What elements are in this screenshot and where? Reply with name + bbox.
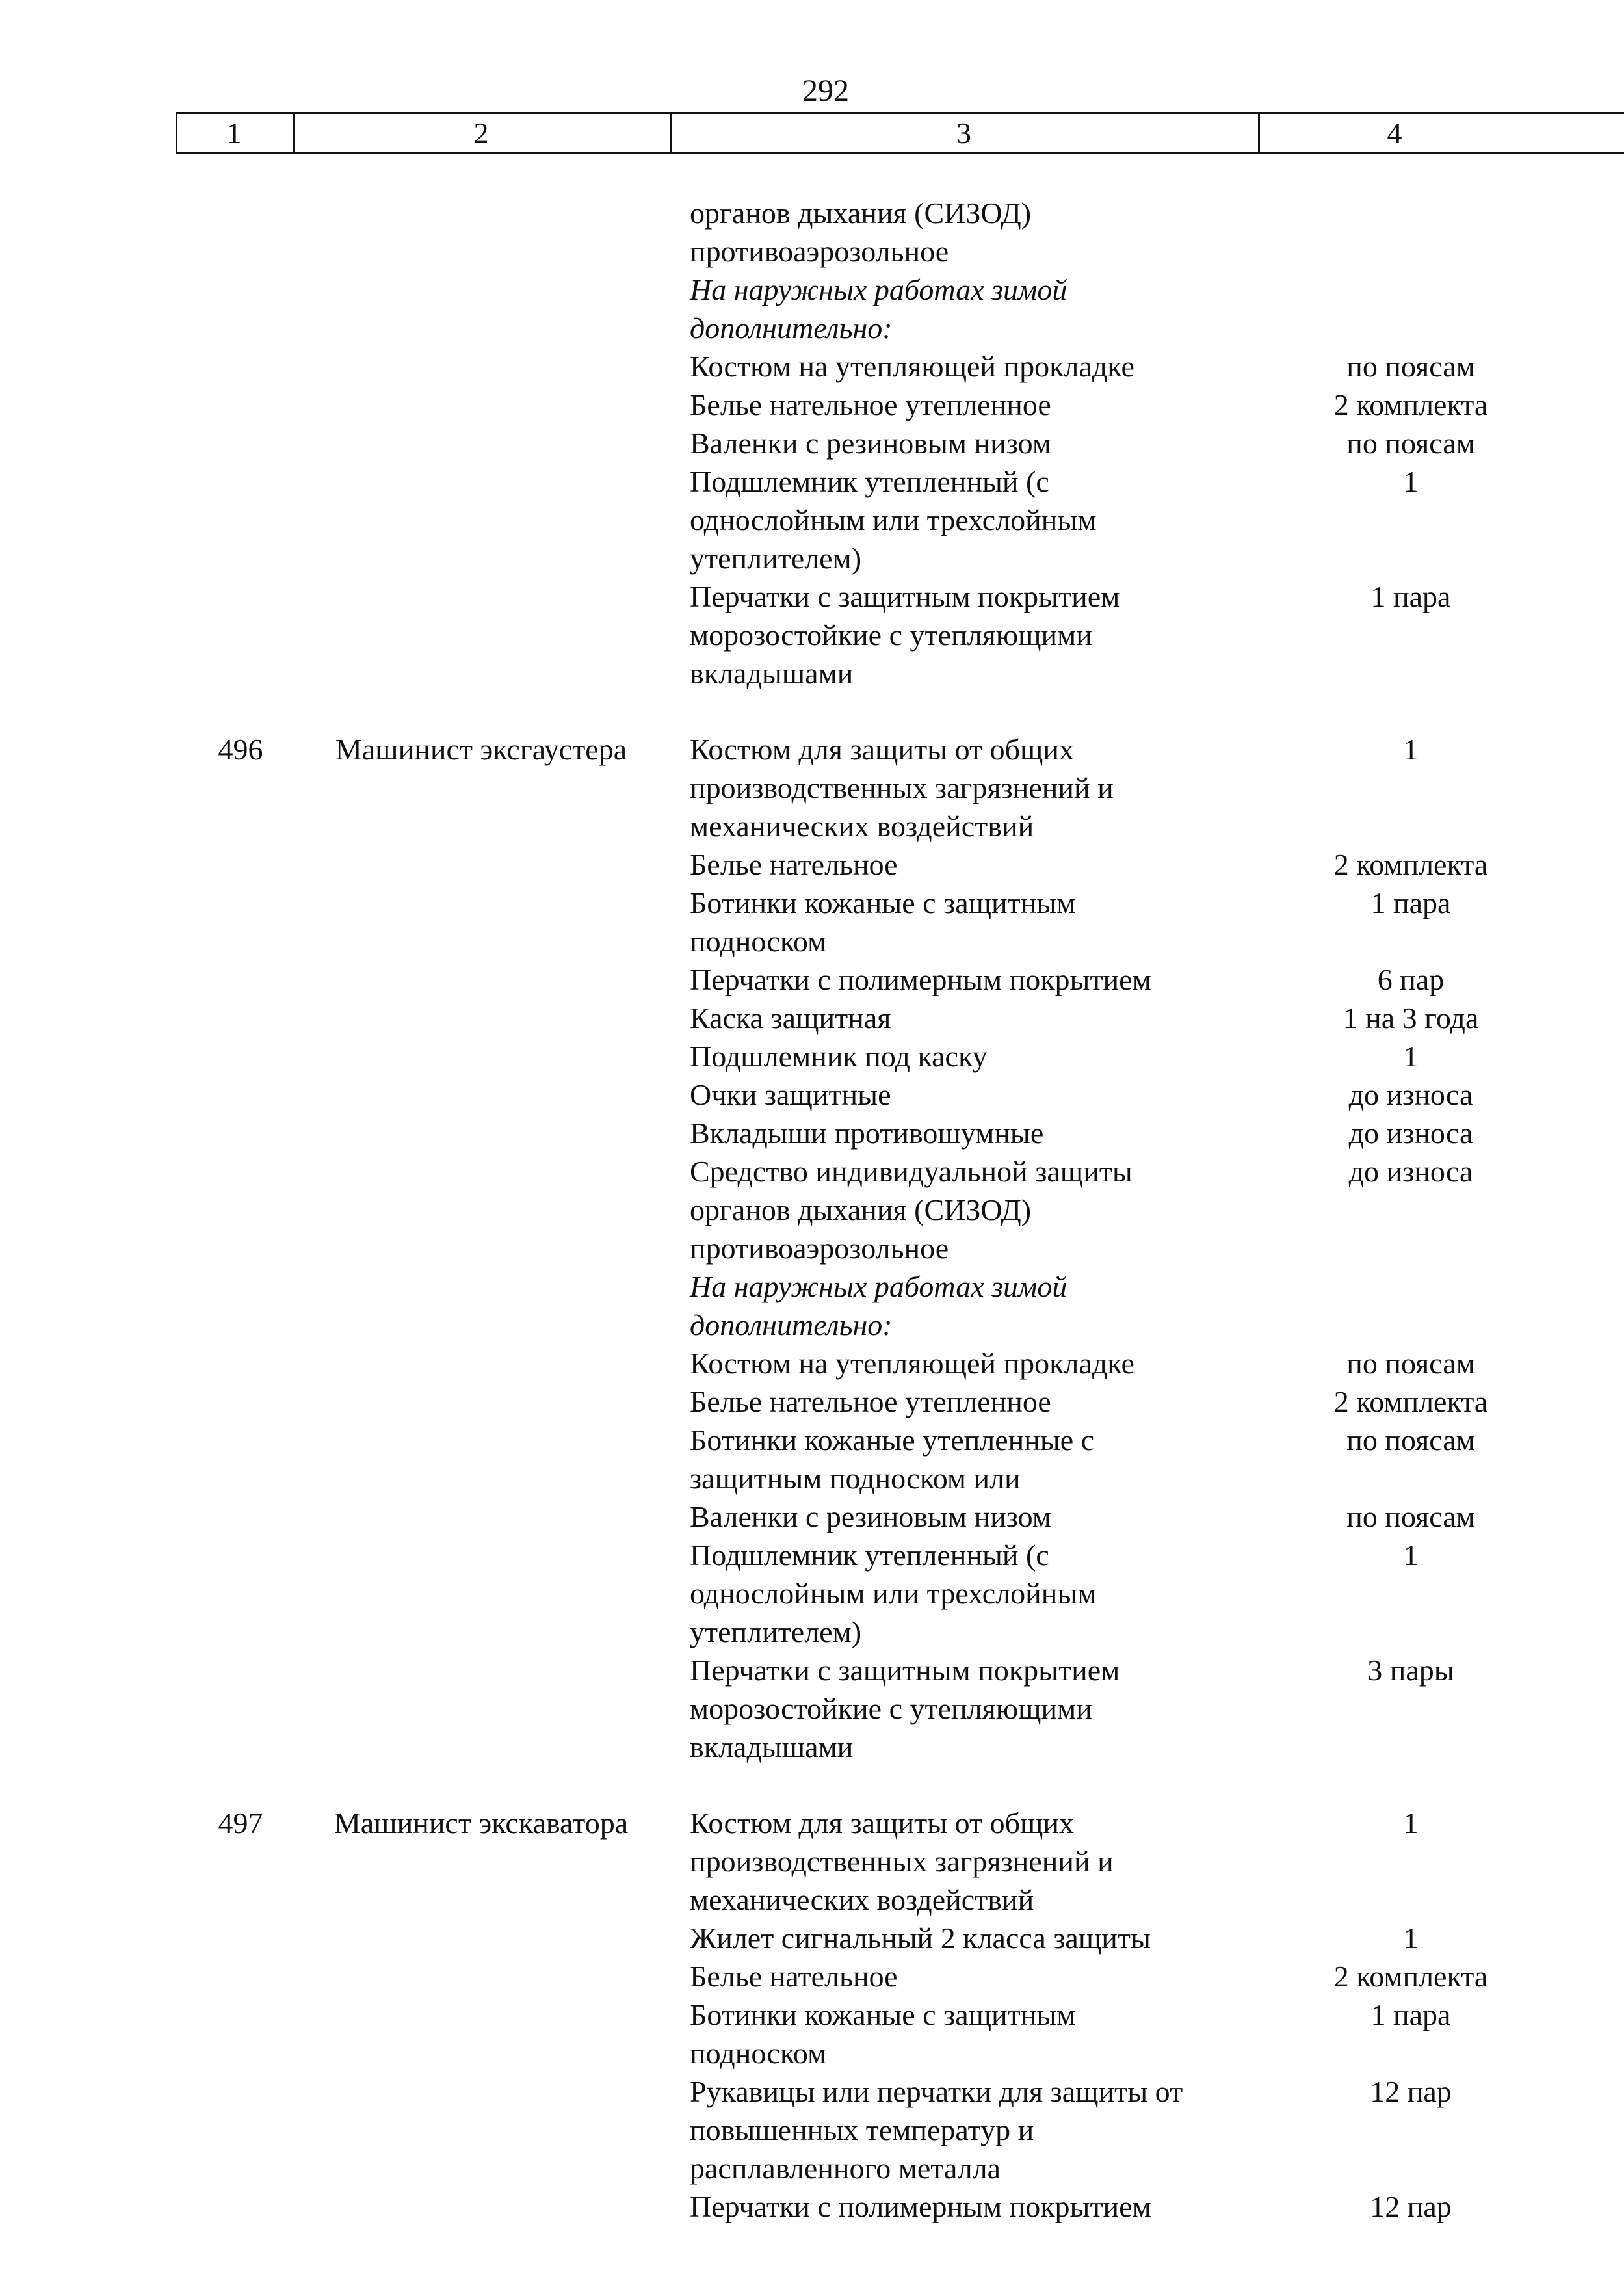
ppe-item-line: однослойным или трехслойным: [690, 503, 1097, 536]
ppe-item-line: Костюм для защиты от общих: [690, 1806, 1075, 1840]
ppe-quantity: 1 пара: [1370, 886, 1451, 919]
ppe-item-line: Очки защитные: [690, 1078, 891, 1111]
ppe-quantity: 1 пара: [1370, 580, 1451, 613]
ppe-item-line: противоаэрозольное: [690, 1232, 949, 1265]
ppe-quantity: по поясам: [1346, 427, 1475, 460]
section-note: дополнительно:: [690, 1308, 893, 1341]
column-header-2: 2: [473, 116, 489, 150]
ppe-item-line: Рукавицы или перчатки для защиты от: [690, 2075, 1183, 2108]
ppe-quantity: 1: [1403, 1538, 1419, 1572]
ppe-item-line: органов дыхания (СИЗОД): [690, 1193, 1032, 1226]
row-number: 496: [218, 733, 263, 766]
ppe-quantity: 3 пары: [1367, 1654, 1454, 1687]
column-header-3: 3: [956, 116, 971, 150]
ppe-item-line: Костюм на утепляющей прокладке: [690, 1347, 1134, 1380]
ppe-item-line: защитным подноском или: [690, 1462, 1021, 1495]
ppe-quantity: 1: [1403, 1921, 1419, 1955]
ppe-item-line: Ботинки кожаные утепленные с: [690, 1423, 1095, 1457]
ppe-quantity: до износа: [1348, 1155, 1473, 1188]
ppe-quantity: 1: [1403, 733, 1419, 766]
ppe-item-line: органов дыхания (СИЗОД): [690, 196, 1032, 230]
ppe-item-line: Белье нательное утепленное: [690, 388, 1051, 421]
ppe-item-line: механических воздействий: [690, 1883, 1034, 1916]
ppe-item-line: расплавленного металла: [690, 2152, 1001, 2185]
ppe-quantity: 2 комплекта: [1333, 388, 1488, 421]
row-number: 497: [218, 1806, 263, 1840]
ppe-item-line: Вкладыши противошумные: [690, 1116, 1044, 1150]
ppe-quantity: 6 пар: [1377, 963, 1445, 996]
ppe-item-line: производственных загрязнений и: [690, 1845, 1114, 1878]
column-header-4: 4: [1387, 116, 1402, 150]
ppe-item-line: Перчатки с защитным покрытием: [690, 580, 1120, 613]
ppe-quantity: 1: [1403, 1040, 1419, 1073]
profession-name: Машинист экскаватора: [334, 1806, 629, 1840]
ppe-item-line: производственных загрязнений и: [690, 771, 1114, 804]
ppe-quantity: до износа: [1348, 1078, 1473, 1111]
ppe-item-line: механических воздействий: [690, 810, 1034, 843]
ppe-item-line: вкладышами: [690, 1730, 854, 1763]
ppe-quantity: 1: [1403, 1806, 1419, 1840]
ppe-quantity: 2 комплекта: [1333, 848, 1488, 881]
ppe-item-line: Валенки с резиновым низом: [690, 1500, 1051, 1533]
ppe-quantity: по поясам: [1346, 1500, 1475, 1533]
ppe-item-line: Костюм для защиты от общих: [690, 733, 1075, 766]
ppe-item-line: подноском: [690, 2037, 827, 2070]
ppe-item-line: морозостойкие с утепляющими: [690, 1692, 1092, 1725]
ppe-quantity: до износа: [1348, 1116, 1473, 1150]
ppe-item-line: Перчатки с полимерным покрытием: [690, 2190, 1151, 2223]
ppe-item-line: Ботинки кожаные с защитным: [690, 886, 1076, 919]
ppe-item-line: Подшлемник под каску: [690, 1040, 988, 1073]
ppe-item-line: однослойным или трехслойным: [690, 1577, 1097, 1610]
ppe-item-line: утеплителем): [690, 542, 862, 575]
column-header-1: 1: [226, 116, 242, 150]
ppe-item-line: Перчатки с защитным покрытием: [690, 1654, 1120, 1687]
page-number: 292: [802, 73, 849, 108]
ppe-quantity: 12 пар: [1370, 2190, 1452, 2223]
ppe-item-line: Белье нательное: [690, 848, 898, 881]
ppe-item-line: Каска защитная: [690, 1001, 891, 1035]
ppe-item-line: Ботинки кожаные с защитным: [690, 1998, 1076, 2031]
ppe-quantity: 2 комплекта: [1333, 1960, 1488, 1993]
ppe-item-line: вкладышами: [690, 657, 854, 690]
ppe-item-line: утеплителем): [690, 1615, 862, 1648]
section-note: На наружных работах зимой: [690, 1270, 1067, 1303]
ppe-item-line: Перчатки с полимерным покрытием: [690, 963, 1151, 996]
section-note: дополнительно:: [690, 311, 893, 345]
ppe-item-line: Белье нательное утепленное: [690, 1385, 1051, 1418]
ppe-item-line: Жилет сигнальный 2 класса защиты: [690, 1921, 1151, 1955]
ppe-quantity: по поясам: [1346, 350, 1475, 383]
section-note: На наружных работах зимой: [690, 273, 1067, 306]
ppe-quantity: по поясам: [1346, 1423, 1475, 1457]
ppe-item-line: Валенки с резиновым низом: [690, 427, 1051, 460]
profession-name: Машинист эксгаустера: [335, 733, 627, 766]
ppe-item-line: Средство индивидуальной защиты: [690, 1155, 1133, 1188]
ppe-item-line: подноском: [690, 925, 827, 958]
ppe-item-line: Белье нательное: [690, 1960, 898, 1993]
ppe-item-line: Подшлемник утепленный (с: [690, 1538, 1049, 1572]
ppe-item-line: Подшлемник утепленный (с: [690, 465, 1049, 498]
ppe-quantity: 1: [1403, 465, 1419, 498]
ppe-quantity: 12 пар: [1370, 2075, 1452, 2108]
ppe-quantity: по поясам: [1346, 1347, 1475, 1380]
column-header-table: [176, 112, 1624, 154]
ppe-item-line: Костюм на утепляющей прокладке: [690, 350, 1134, 383]
ppe-item-line: противоаэрозольное: [690, 235, 949, 268]
ppe-item-line: повышенных температур и: [690, 2113, 1034, 2146]
ppe-item-line: морозостойкие с утепляющими: [690, 618, 1092, 652]
ppe-quantity: 1 пара: [1370, 1998, 1451, 2031]
ppe-quantity: 1 на 3 года: [1342, 1001, 1479, 1035]
ppe-quantity: 2 комплекта: [1333, 1385, 1488, 1418]
